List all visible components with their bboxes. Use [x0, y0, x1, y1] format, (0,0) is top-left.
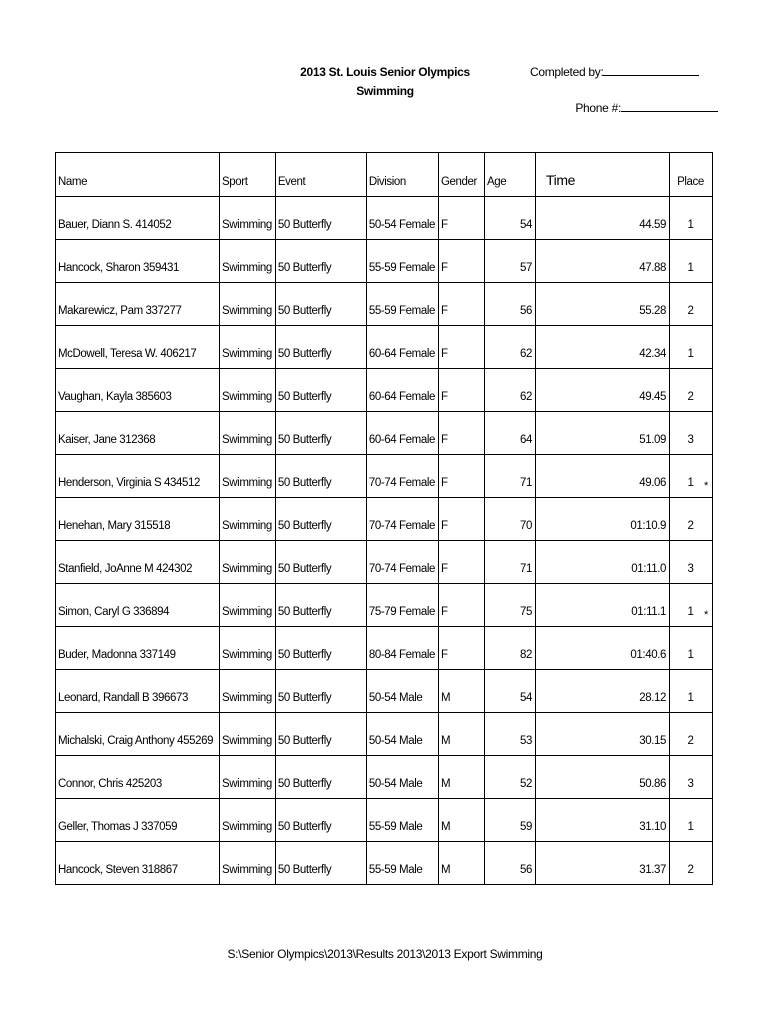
- cell-place: 3: [670, 541, 713, 584]
- cell-name: Hancock, Sharon 359431: [56, 240, 220, 283]
- cell-name: Buder, Madonna 337149: [56, 627, 220, 670]
- cell-sport: Swimming: [220, 713, 276, 756]
- cell-place: 1: [670, 627, 713, 670]
- cell-place: 1: [670, 455, 713, 498]
- cell-sport: Swimming: [220, 283, 276, 326]
- cell-gender: M: [439, 799, 485, 842]
- cell-time: 49.06: [536, 455, 670, 498]
- cell-name: Kaiser, Jane 312368: [56, 412, 220, 455]
- cell-event: 50 Butterfly: [275, 240, 366, 283]
- cell-age: 82: [485, 627, 536, 670]
- column-header-event: Event: [275, 153, 366, 197]
- cell-event: 50 Butterfly: [275, 541, 366, 584]
- cell-place: 3: [670, 756, 713, 799]
- cell-time: 50.86: [536, 756, 670, 799]
- cell-sport: Swimming: [220, 799, 276, 842]
- cell-name: Connor, Chris 425203: [56, 756, 220, 799]
- cell-sport: Swimming: [220, 240, 276, 283]
- cell-division: 60-64 Female: [366, 412, 438, 455]
- document-title: [300, 63, 470, 101]
- cell-name: Hancock, Steven 318867: [56, 842, 220, 885]
- phone-line: [621, 100, 718, 112]
- cell-place: 1: [670, 240, 713, 283]
- cell-event: 50 Butterfly: [275, 713, 366, 756]
- completed-by-label: Completed by:: [530, 65, 604, 79]
- cell-division: 55-59 Male: [366, 799, 438, 842]
- row-asterisk-mark: *: [704, 480, 709, 492]
- cell-name: Simon, Caryl G 336894: [56, 584, 220, 627]
- cell-name: Geller, Thomas J 337059: [56, 799, 220, 842]
- cell-division: 70-74 Female: [366, 455, 438, 498]
- cell-gender: M: [439, 756, 485, 799]
- cell-event: 50 Butterfly: [275, 584, 366, 627]
- cell-time: 42.34: [536, 326, 670, 369]
- table-row: [56, 455, 713, 498]
- cell-event: 50 Butterfly: [275, 197, 366, 240]
- cell-event: 50 Butterfly: [275, 842, 366, 885]
- row-asterisk-mark: *: [704, 609, 709, 621]
- table-row: [56, 412, 713, 455]
- cell-place: 1: [670, 799, 713, 842]
- cell-time: 47.88: [536, 240, 670, 283]
- completed-by-line: [603, 64, 699, 76]
- cell-time: 31.37: [536, 842, 670, 885]
- cell-name: Makarewicz, Pam 337277: [56, 283, 220, 326]
- table-row: [56, 756, 713, 799]
- column-header-gender: Gender: [439, 153, 485, 197]
- cell-sport: Swimming: [220, 498, 276, 541]
- phone-field: [530, 100, 718, 115]
- cell-sport: Swimming: [220, 197, 276, 240]
- cell-event: 50 Butterfly: [275, 498, 366, 541]
- cell-name: Stanfield, JoAnne M 424302: [56, 541, 220, 584]
- column-header-name: Name: [56, 153, 220, 197]
- cell-sport: Swimming: [220, 369, 276, 412]
- cell-time: 55.28: [536, 283, 670, 326]
- table-row: [56, 584, 713, 627]
- cell-division: 55-59 Female: [366, 240, 438, 283]
- cell-division: 55-59 Male: [366, 842, 438, 885]
- cell-place: 2: [670, 713, 713, 756]
- cell-name: Leonard, Randall B 396673: [56, 670, 220, 713]
- cell-event: 50 Butterfly: [275, 283, 366, 326]
- table-row: [56, 670, 713, 713]
- cell-time: 31.10: [536, 799, 670, 842]
- cell-place: 3: [670, 412, 713, 455]
- cell-age: 62: [485, 326, 536, 369]
- column-header-sport: Sport: [220, 153, 276, 197]
- cell-age: 64: [485, 412, 536, 455]
- cell-place: 2: [670, 369, 713, 412]
- cell-age: 75: [485, 584, 536, 627]
- cell-division: 50-54 Male: [366, 670, 438, 713]
- cell-gender: F: [439, 541, 485, 584]
- cell-place: 2: [670, 842, 713, 885]
- cell-division: 50-54 Male: [366, 713, 438, 756]
- cell-sport: Swimming: [220, 455, 276, 498]
- cell-event: 50 Butterfly: [275, 369, 366, 412]
- cell-time: 49.45: [536, 369, 670, 412]
- cell-time: 01:10.9: [536, 498, 670, 541]
- file-path-footer: S:\Senior Olympics\2013\Results 2013\2013 Export Swimming: [227, 947, 543, 961]
- cell-gender: F: [439, 326, 485, 369]
- cell-age: 53: [485, 713, 536, 756]
- cell-time: 30.15: [536, 713, 670, 756]
- cell-gender: F: [439, 627, 485, 670]
- cell-time: 44.59: [536, 197, 670, 240]
- cell-age: 56: [485, 283, 536, 326]
- table-row: [56, 197, 713, 240]
- cell-event: 50 Butterfly: [275, 627, 366, 670]
- table-header-row: [56, 153, 713, 197]
- table-row: [56, 369, 713, 412]
- cell-age: 59: [485, 799, 536, 842]
- cell-place: 1: [670, 197, 713, 240]
- cell-gender: M: [439, 842, 485, 885]
- cell-age: 70: [485, 498, 536, 541]
- cell-gender: M: [439, 670, 485, 713]
- cell-gender: F: [439, 369, 485, 412]
- cell-time: 51.09: [536, 412, 670, 455]
- cell-division: 80-84 Female: [366, 627, 438, 670]
- cell-time: 28.12: [536, 670, 670, 713]
- cell-event: 50 Butterfly: [275, 670, 366, 713]
- table-row: [56, 799, 713, 842]
- cell-age: 54: [485, 197, 536, 240]
- cell-age: 52: [485, 756, 536, 799]
- column-header-age: Age: [485, 153, 536, 197]
- cell-place: 1: [670, 584, 713, 627]
- completed-by-field: [530, 64, 699, 79]
- cell-division: 50-54 Female: [366, 197, 438, 240]
- cell-division: 75-79 Female: [366, 584, 438, 627]
- cell-age: 71: [485, 455, 536, 498]
- cell-gender: F: [439, 455, 485, 498]
- cell-age: 56: [485, 842, 536, 885]
- cell-place: 1: [670, 670, 713, 713]
- cell-sport: Swimming: [220, 584, 276, 627]
- cell-sport: Swimming: [220, 412, 276, 455]
- cell-sport: Swimming: [220, 670, 276, 713]
- cell-gender: F: [439, 584, 485, 627]
- table-row: [56, 541, 713, 584]
- cell-gender: F: [439, 197, 485, 240]
- cell-place: 2: [670, 498, 713, 541]
- title-line-1: 2013 St. Louis Senior Olympics: [300, 65, 470, 79]
- cell-age: 57: [485, 240, 536, 283]
- cell-sport: Swimming: [220, 842, 276, 885]
- cell-gender: F: [439, 498, 485, 541]
- cell-time: 01:40.6: [536, 627, 670, 670]
- cell-division: 70-74 Female: [366, 541, 438, 584]
- table-row: [56, 713, 713, 756]
- column-header-time: Time: [536, 153, 670, 197]
- cell-place: 1: [670, 326, 713, 369]
- cell-division: 55-59 Female: [366, 283, 438, 326]
- results-table: [55, 152, 713, 885]
- cell-event: 50 Butterfly: [275, 455, 366, 498]
- cell-name: Henderson, Virginia S 434512: [56, 455, 220, 498]
- cell-name: Vaughan, Kayla 385603: [56, 369, 220, 412]
- cell-event: 50 Butterfly: [275, 412, 366, 455]
- table-row: [56, 283, 713, 326]
- cell-age: 54: [485, 670, 536, 713]
- cell-event: 50 Butterfly: [275, 326, 366, 369]
- cell-division: 60-64 Female: [366, 369, 438, 412]
- column-header-division: Division: [366, 153, 438, 197]
- cell-gender: F: [439, 283, 485, 326]
- cell-division: 50-54 Male: [366, 756, 438, 799]
- cell-name: Bauer, Diann S. 414052: [56, 197, 220, 240]
- cell-name: Henehan, Mary 315518: [56, 498, 220, 541]
- cell-event: 50 Butterfly: [275, 799, 366, 842]
- cell-sport: Swimming: [220, 756, 276, 799]
- cell-sport: Swimming: [220, 326, 276, 369]
- cell-gender: M: [439, 713, 485, 756]
- table-row: [56, 627, 713, 670]
- cell-division: 70-74 Female: [366, 498, 438, 541]
- cell-gender: F: [439, 240, 485, 283]
- cell-gender: F: [439, 412, 485, 455]
- phone-label: Phone #:: [575, 101, 621, 115]
- cell-division: 60-64 Female: [366, 326, 438, 369]
- cell-age: 62: [485, 369, 536, 412]
- cell-time: 01:11.0: [536, 541, 670, 584]
- column-header-place: Place: [670, 153, 713, 197]
- table-row: [56, 842, 713, 885]
- table-row: [56, 326, 713, 369]
- cell-sport: Swimming: [220, 627, 276, 670]
- cell-place: 2: [670, 283, 713, 326]
- cell-name: Michalski, Craig Anthony 455269: [56, 713, 220, 756]
- cell-event: 50 Butterfly: [275, 756, 366, 799]
- cell-time: 01:11.1: [536, 584, 670, 627]
- cell-age: 71: [485, 541, 536, 584]
- table-row: [56, 498, 713, 541]
- cell-sport: Swimming: [220, 541, 276, 584]
- table-row: [56, 240, 713, 283]
- title-line-2: Swimming: [356, 84, 414, 98]
- cell-name: McDowell, Teresa W. 406217: [56, 326, 220, 369]
- table-body: [56, 197, 713, 885]
